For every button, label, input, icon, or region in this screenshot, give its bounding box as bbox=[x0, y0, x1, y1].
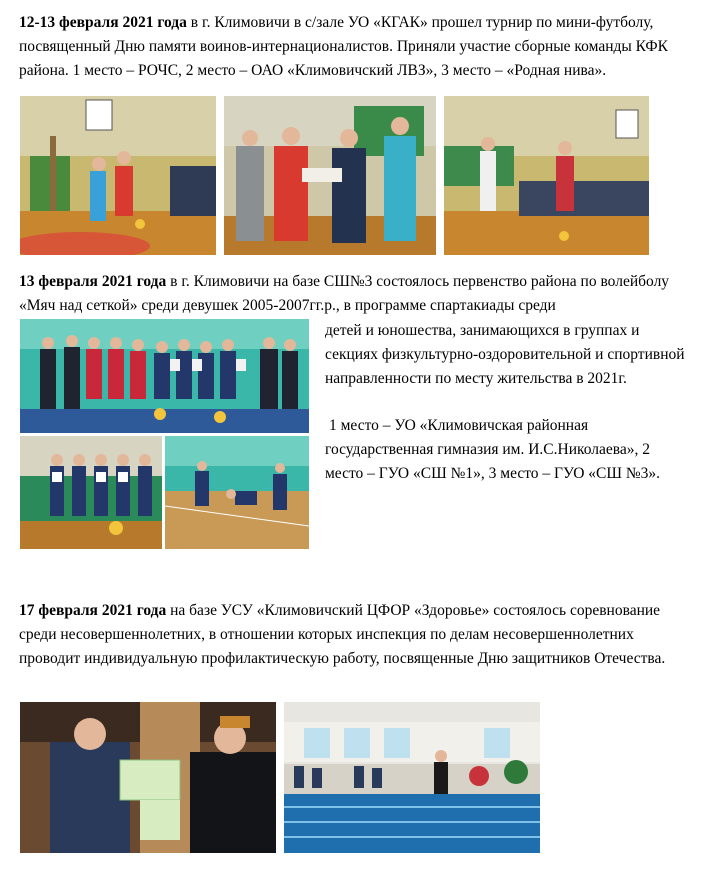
article-1-text: в г. Климовичи в с/зале УО «КГАК» прошел турнир по мини-футболу, посвященный Дню памяти воинов-интернационалистов. Приняли участие сборные команды КФК района. 1 место – РОЧС, 2 место – ОАО «Климовичский ЛВЗ», 3 место – «Родная нива». bbox=[19, 14, 668, 79]
article-2-date: 13 февраля 2021 года bbox=[19, 273, 167, 290]
article-2-text-cont: детей и юношества, занимающихся в группах и секциях физкультурно-оздоровительной и спортивной направленности по месту жительства в 2021г. bbox=[325, 322, 685, 387]
article-2-intro bbox=[19, 270, 694, 318]
volleyball-photo-girls bbox=[20, 436, 162, 549]
article-1-paragraph bbox=[19, 11, 694, 83]
article-2-paragraph bbox=[19, 270, 694, 318]
football-photo-2 bbox=[224, 96, 436, 255]
football-photo-3 bbox=[444, 96, 649, 255]
football-photo-1 bbox=[20, 96, 216, 255]
article-1 bbox=[19, 11, 694, 83]
award-photo bbox=[20, 702, 276, 853]
article-2-continuation bbox=[325, 319, 690, 391]
article-3 bbox=[19, 599, 694, 671]
article-3-paragraph bbox=[19, 599, 694, 671]
article-2-text-intro: в г. Климовичи на базе СШ№3 состоялось первенство района по волейболу «Мяч над сеткой» среди девушек 2005-2007гг.р., в программе спартакиады среди bbox=[19, 273, 670, 314]
pool-photo bbox=[284, 702, 540, 853]
article-2-results bbox=[325, 414, 690, 486]
volleyball-photo-game bbox=[165, 436, 309, 549]
article-3-date: 17 февраля 2021 года bbox=[19, 602, 167, 619]
article-3-text: на базе УСУ «Климовичский ЦФОР «Здоровье» состоялось соревнование среди несовершеннолетних, в отношении которых инспекция по делам несовершеннолетних проводит индивидуальную профилактическую работу, посвященные Дню защитников Отечества. bbox=[19, 602, 666, 667]
article-1-date: 12-13 февраля 2021 года bbox=[19, 14, 187, 31]
article-2-results-text: 1 место – УО «Климовичская районная государственная гимназия им. И.С.Николаева», 2 место – ГУО «СШ №1», 3 место – ГУО «СШ №3». bbox=[325, 417, 661, 482]
volleyball-photo-team bbox=[20, 319, 309, 433]
